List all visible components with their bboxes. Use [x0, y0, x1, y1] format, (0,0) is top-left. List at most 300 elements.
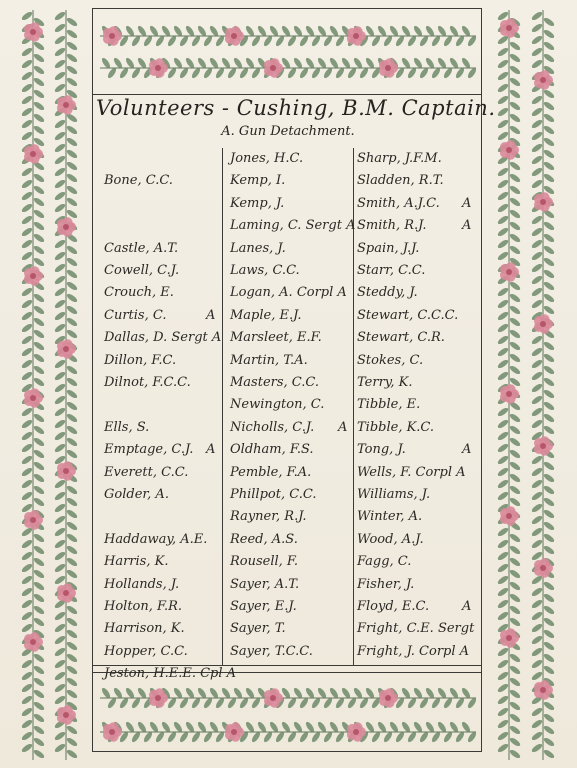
leaf-icon [509, 532, 522, 543]
leaf-icon [497, 286, 510, 297]
volunteer-name: Fisher, J. [357, 576, 415, 592]
leaf-icon [21, 370, 34, 381]
leaf-icon [543, 532, 556, 543]
roster-entry [104, 488, 169, 501]
leaf-icon [531, 586, 544, 597]
leaf-icon [531, 598, 544, 609]
roster-entry [230, 600, 297, 613]
volunteer-name: Sayer, T.C.C. [230, 643, 313, 659]
leaf-icon [21, 490, 34, 501]
volunteer-name: Smith, R.J. [357, 218, 427, 234]
leaf-icon [21, 478, 34, 489]
leaf-icon [54, 610, 67, 621]
leaf-icon [21, 214, 34, 225]
leaf-icon [509, 280, 522, 291]
leaf-icon [509, 292, 522, 303]
leaf-icon [509, 424, 522, 435]
leaf-icon [509, 352, 522, 363]
leaf-icon [33, 304, 46, 315]
flower-center-icon [30, 517, 36, 523]
leaf-icon [531, 106, 544, 117]
roster-title: Volunteers - Cushing, B.M. Captain. [96, 96, 496, 120]
roster-entry [357, 264, 425, 277]
volunteer-name: Harris, K. [104, 554, 169, 570]
leaf-icon [66, 436, 79, 447]
leaf-icon [21, 310, 34, 321]
leaf-icon [54, 262, 67, 273]
leaf-icon [497, 646, 510, 657]
leaf-icon [21, 106, 34, 117]
leaf-icon [531, 346, 544, 357]
leaf-icon [21, 562, 34, 573]
leaf-icon [54, 670, 67, 681]
roster-entry [104, 286, 174, 299]
leaf-icon [497, 46, 510, 57]
volunteer-name: Martin, T.A. [230, 352, 308, 368]
leaf-icon [497, 682, 510, 693]
leaf-icon [497, 550, 510, 561]
roster-entry [230, 488, 316, 501]
leaf-icon [543, 424, 556, 435]
leaf-icon [33, 196, 46, 207]
roster-entry [230, 152, 303, 165]
volunteer-name: Starr, C.C. [357, 263, 426, 278]
leaf-icon [21, 358, 34, 369]
leaf-icon [21, 406, 34, 417]
leaf-icon [54, 46, 67, 57]
roster-entry [357, 242, 419, 255]
leaf-icon [54, 34, 67, 45]
leaf-icon [21, 286, 34, 297]
leaf-icon [21, 442, 34, 453]
volunteer-name: Sayer, T. [230, 621, 286, 637]
leaf-icon [509, 616, 522, 627]
volunteer-name: Hollands, J. [104, 576, 180, 592]
leaf-icon [54, 82, 67, 93]
leaf-icon [54, 538, 67, 549]
leaf-icon [497, 586, 510, 597]
volunteer-name: Reed, A.S. [230, 531, 298, 547]
flower-center-icon [63, 712, 69, 718]
roster-entry [104, 466, 188, 479]
leaf-icon [531, 502, 544, 513]
volunteer-name: Tong, J. [357, 442, 406, 458]
volunteer-name: Golder, A. [104, 487, 169, 502]
leaf-icon [543, 712, 556, 723]
flower-center-icon [540, 321, 546, 327]
volunteer-name: Wood, A.J. [357, 531, 424, 547]
volunteer-name: Phillpot, C.C. [230, 487, 317, 502]
volunteer-name: Laws, C.C. [230, 263, 300, 278]
leaf-icon [66, 376, 79, 387]
leaf-icon [33, 340, 46, 351]
leaf-icon [54, 274, 67, 285]
leaf-icon [66, 412, 79, 423]
leaf-icon [497, 526, 510, 537]
leaf-icon [497, 430, 510, 441]
leaf-icon [33, 64, 46, 75]
leaf-icon [21, 430, 34, 441]
leaf-icon [66, 484, 79, 495]
leaf-icon [21, 118, 34, 129]
volunteer-name: Sharp, J.F.M. [357, 151, 442, 166]
leaf-icon [531, 226, 544, 237]
leaf-icon [509, 244, 522, 255]
leaf-icon [509, 496, 522, 507]
volunteer-name: Dallas, D. Sergt A [104, 330, 222, 346]
leaf-icon [21, 226, 34, 237]
leaf-icon [509, 124, 522, 135]
leaf-icon [497, 478, 510, 489]
leaf-icon [21, 718, 34, 729]
flower-center-icon [540, 77, 546, 83]
roster-entry [230, 331, 322, 344]
leaf-icon [33, 496, 46, 507]
leaf-icon [531, 742, 544, 753]
leaf-icon [66, 568, 79, 579]
leaf-icon [531, 130, 544, 141]
leaf-icon [54, 382, 67, 393]
leaf-icon [54, 58, 67, 69]
leaf-icon [509, 220, 522, 231]
leaf-icon [66, 16, 79, 27]
flower-center-icon [506, 147, 512, 153]
leaf-icon [497, 610, 510, 621]
leaf-icon [543, 412, 556, 423]
leaf-icon [21, 178, 34, 189]
roster-entry [104, 443, 193, 456]
leaf-icon [509, 160, 522, 171]
leaf-icon [531, 178, 544, 189]
flower-center-icon [540, 443, 546, 449]
leaf-icon [66, 736, 79, 747]
leaf-icon [21, 598, 34, 609]
volunteer-name: Sayer, A.T. [230, 576, 300, 592]
leaf-icon [543, 304, 556, 315]
leaf-icon [531, 622, 544, 633]
leaf-icon [497, 322, 510, 333]
leaf-icon [54, 442, 67, 453]
volunteer-name: Tibble, K.C. [357, 419, 435, 435]
leaf-icon [543, 280, 556, 291]
roster-entry [230, 197, 284, 210]
leaf-icon [21, 538, 34, 549]
volunteer-name: Hopper, C.C. [104, 643, 188, 659]
volunteer-name: Masters, C.C. [230, 375, 320, 390]
leaf-icon [66, 532, 79, 543]
roster-entry [230, 242, 286, 255]
leaf-icon [66, 292, 79, 303]
leaf-icon [66, 28, 79, 39]
leaf-icon [543, 508, 556, 519]
leaf-icon [497, 250, 510, 261]
roster-entry [104, 555, 168, 568]
leaf-icon [531, 382, 544, 393]
leaf-icon [66, 448, 79, 459]
flower-center-icon [63, 346, 69, 352]
leaf-icon [33, 448, 46, 459]
leaf-icon [543, 724, 556, 735]
leaf-icon [54, 502, 67, 513]
leaf-icon [543, 292, 556, 303]
leaf-icon [543, 52, 556, 63]
leaf-icon [54, 574, 67, 585]
roster-entry [357, 555, 411, 568]
roster-entry [104, 331, 221, 344]
leaf-icon [543, 400, 556, 411]
leaf-icon [21, 466, 34, 477]
leaf-icon [66, 724, 79, 735]
leaf-icon [54, 430, 67, 441]
leaf-icon [54, 298, 67, 309]
leaf-icon [33, 100, 46, 111]
leaf-icon [54, 358, 67, 369]
leaf-icon [509, 460, 522, 471]
leaf-icon [509, 64, 522, 75]
volunteer-name: Jeston, H.E.E. Cpl A [104, 666, 237, 682]
roster-entry [230, 398, 324, 411]
leaf-icon [497, 130, 510, 141]
leaf-icon [66, 76, 79, 87]
leaf-icon [509, 364, 522, 375]
leaf-icon [531, 454, 544, 465]
leaf-icon [66, 664, 79, 675]
volunteer-name: Lanes, J. [230, 240, 286, 256]
leaf-icon [33, 424, 46, 435]
leaf-icon [33, 712, 46, 723]
roster-entry [357, 421, 434, 434]
volunteer-name: Sayer, E.J. [230, 599, 297, 614]
leaf-icon [33, 568, 46, 579]
leaf-icon [54, 406, 67, 417]
roster-entry [104, 533, 207, 546]
leaf-icon [54, 550, 67, 561]
leaf-icon [531, 646, 544, 657]
volunteer-name: Everett, C.C. [104, 464, 189, 480]
leaf-icon [531, 298, 544, 309]
leaf-icon [497, 718, 510, 729]
leaf-icon [531, 718, 544, 729]
volunteer-name: Spain, J.J. [357, 240, 420, 256]
roster-entry [357, 466, 466, 479]
leaf-icon [21, 454, 34, 465]
leaf-icon [497, 670, 510, 681]
leaf-icon [21, 730, 34, 741]
leaf-icon [543, 472, 556, 483]
leaf-icon [21, 70, 34, 81]
leaf-icon [497, 730, 510, 741]
volunteer-name: Winter, A. [357, 509, 423, 525]
leaf-icon [21, 202, 34, 213]
roster-entry [104, 174, 173, 187]
leaf-icon [531, 22, 544, 33]
leaf-icon [66, 388, 79, 399]
leaf-icon [531, 250, 544, 261]
volunteer-name: Castle, A.T. [104, 240, 179, 256]
leaf-icon [54, 154, 67, 165]
leaf-icon [497, 178, 510, 189]
leaf-icon [543, 136, 556, 147]
flower-center-icon [63, 224, 69, 230]
leaf-icon [497, 454, 510, 465]
frame-rule-top [92, 94, 482, 95]
volunteer-name: Rayner, R.J. [230, 509, 307, 525]
leaf-icon [33, 544, 46, 555]
roster-entry [230, 354, 308, 367]
volunteer-name: Cowell, C.J. [104, 263, 180, 278]
detachment-mark: A [462, 195, 472, 211]
leaf-icon [497, 442, 510, 453]
leaf-icon [54, 118, 67, 129]
roster-entry [357, 398, 420, 411]
roster-entry [357, 443, 406, 456]
leaf-icon [21, 622, 34, 633]
leaf-icon [21, 298, 34, 309]
leaf-icon [33, 232, 46, 243]
leaf-icon [497, 334, 510, 345]
leaf-icon [66, 604, 79, 615]
volunteer-name: Floyd, E.C. [357, 599, 430, 614]
flower-center-icon [30, 151, 36, 157]
roster-entry [104, 376, 191, 389]
leaf-icon [543, 232, 556, 243]
leaf-icon [509, 232, 522, 243]
volunteer-name: Rousell, F. [230, 554, 299, 570]
leaf-icon [531, 490, 544, 501]
leaf-icon [66, 304, 79, 315]
leaf-icon [543, 40, 556, 51]
leaf-icon [21, 550, 34, 561]
leaf-icon [509, 604, 522, 615]
leaf-icon [54, 730, 67, 741]
roster-entry [357, 331, 445, 344]
leaf-icon [66, 160, 79, 171]
leaf-icon [531, 394, 544, 405]
roster-entry [357, 354, 423, 367]
leaf-icon [66, 172, 79, 183]
leaf-icon [509, 580, 522, 591]
leaf-icon [66, 520, 79, 531]
roster-entry [230, 466, 311, 479]
roster-entry [230, 309, 301, 322]
leaf-icon [531, 538, 544, 549]
leaf-icon [33, 244, 46, 255]
leaf-icon [54, 514, 67, 525]
leaf-icon [531, 58, 544, 69]
leaf-icon [497, 346, 510, 357]
leaf-icon [54, 322, 67, 333]
volunteer-name: Curtis, C. [104, 307, 167, 323]
leaf-icon [543, 544, 556, 555]
leaf-icon [509, 556, 522, 567]
leaf-icon [33, 76, 46, 87]
leaf-icon [531, 478, 544, 489]
roster-entry [230, 622, 286, 635]
leaf-icon [497, 190, 510, 201]
roster-entry [104, 309, 166, 322]
leaf-icon [531, 730, 544, 741]
leaf-icon [531, 154, 544, 165]
leaf-icon [66, 400, 79, 411]
leaf-icon [66, 40, 79, 51]
leaf-icon [54, 250, 67, 261]
volunteer-name: Ells, S. [104, 419, 150, 435]
leaf-icon [33, 292, 46, 303]
leaf-icon [497, 118, 510, 129]
leaf-icon [543, 88, 556, 99]
flower-center-icon [30, 639, 36, 645]
leaf-icon [54, 526, 67, 537]
leaf-icon [543, 592, 556, 603]
volunteer-name: Terry, K. [357, 375, 413, 390]
roster-entry [230, 174, 285, 187]
leaf-icon [54, 310, 67, 321]
leaf-icon [66, 508, 79, 519]
leaf-icon [33, 724, 46, 735]
detachment-mark: A [338, 419, 348, 435]
roster-subtitle: A. Gun Detachment. [221, 124, 355, 139]
leaf-icon [66, 280, 79, 291]
leaf-icon [54, 178, 67, 189]
volunteer-name: Holton, F.R. [104, 599, 183, 614]
volunteer-name: Haddaway, A.E. [104, 531, 208, 547]
leaf-icon [509, 688, 522, 699]
leaf-icon [531, 334, 544, 345]
leaf-icon [543, 580, 556, 591]
leaf-icon [531, 274, 544, 285]
leaf-icon [497, 298, 510, 309]
volunteer-name: Crouch, E. [104, 285, 174, 301]
roster-entry [357, 174, 444, 187]
flower-center-icon [30, 395, 36, 401]
roster-entry [357, 286, 418, 299]
leaf-icon [509, 316, 522, 327]
leaf-icon [21, 46, 34, 57]
leaf-icon [54, 622, 67, 633]
flower-center-icon [30, 273, 36, 279]
leaf-icon [497, 658, 510, 669]
leaf-icon [66, 544, 79, 555]
flower-center-icon [506, 635, 512, 641]
leaf-icon [509, 736, 522, 747]
leaf-icon [497, 466, 510, 477]
leaf-icon [509, 436, 522, 447]
roster-entry [104, 645, 188, 658]
roster-entry [357, 219, 427, 232]
volunteer-name: Emptage, C.J. [104, 442, 194, 458]
leaf-icon [33, 376, 46, 387]
volunteer-name: Kemp, J. [230, 195, 285, 211]
leaf-icon [531, 370, 544, 381]
volunteer-name: Fright, J. Corpl A [357, 643, 470, 659]
roster-entry [230, 421, 314, 434]
leaf-icon [21, 610, 34, 621]
leaf-icon [497, 58, 510, 69]
volunteer-name: Stokes, C. [357, 352, 424, 368]
leaf-icon [21, 418, 34, 429]
leaf-icon [33, 460, 46, 471]
leaf-icon [54, 634, 67, 645]
leaf-icon [543, 652, 556, 663]
leaf-icon [54, 490, 67, 501]
volunteer-name: Fright, C.E. Sergt [357, 621, 475, 637]
leaf-icon [531, 166, 544, 177]
leaf-icon [66, 556, 79, 567]
volunteer-name: Logan, A. Corpl A [230, 285, 347, 301]
leaf-icon [33, 124, 46, 135]
column-divider-1 [222, 148, 223, 666]
leaf-icon [21, 82, 34, 93]
